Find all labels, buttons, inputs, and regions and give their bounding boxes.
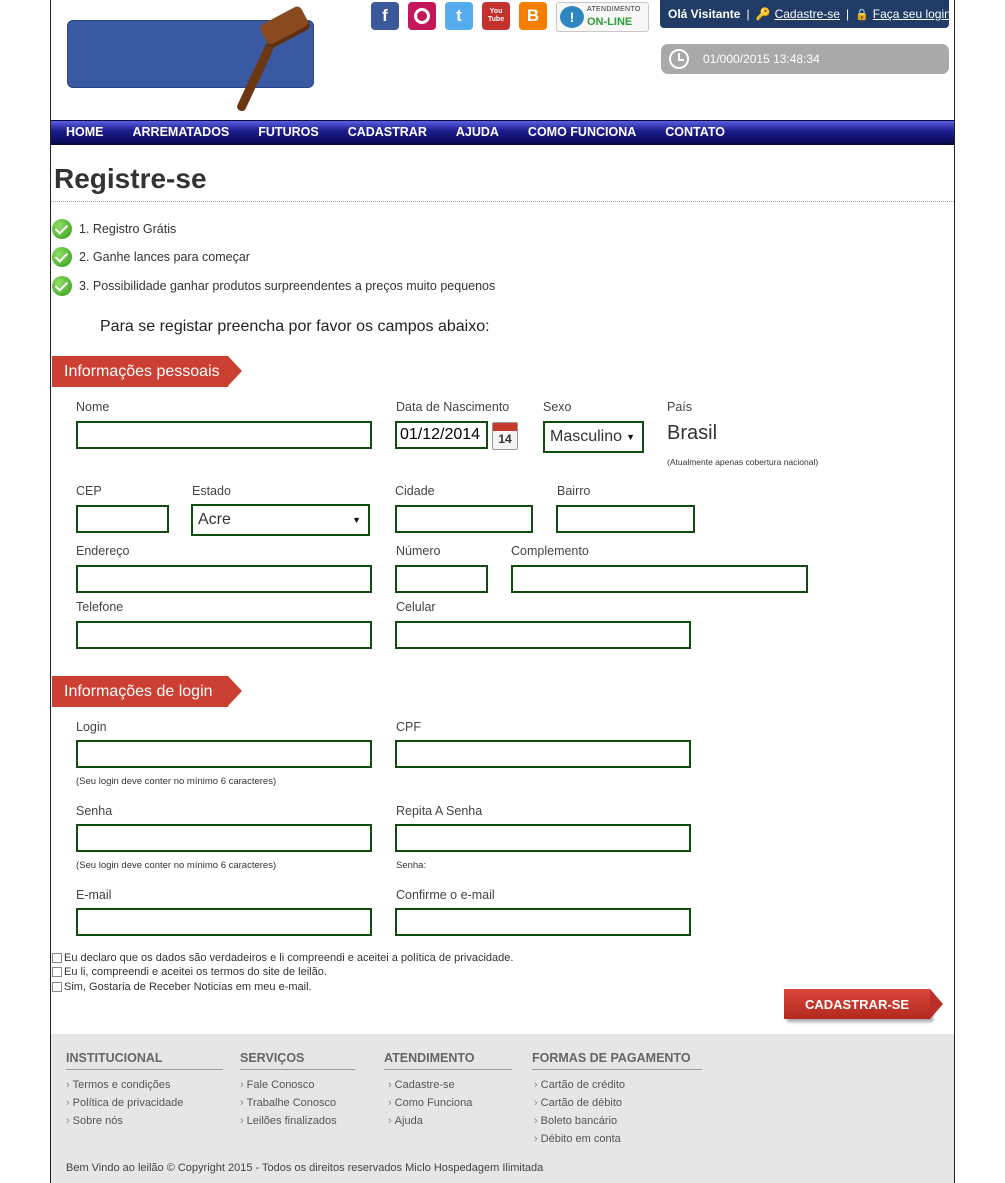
footer-link[interactable]: › Ajuda (388, 1115, 423, 1127)
newsletter-checkbox-label: Sim, Gostaria de Receber Noticias em meu e-mail. (64, 981, 312, 993)
nav-arrematados[interactable]: ARREMATADOS (132, 125, 230, 139)
footer-link[interactable]: › Política de privacidade (66, 1097, 183, 1109)
login-link[interactable]: Faça seu login (872, 7, 951, 21)
sexo-label: Sexo (543, 400, 572, 414)
nav-contato[interactable]: CONTATO (665, 125, 725, 139)
calendar-icon[interactable] (492, 422, 518, 450)
senha-note: (Seu login deve conter no mínimo 6 caracteres) (76, 860, 277, 871)
online-label: ON-LINE (587, 16, 633, 28)
footer-link[interactable]: › Trabalhe Conosco (240, 1097, 336, 1109)
section-header-personal: Informações pessoais (52, 356, 228, 387)
login-note: (Seu login deve conter no mínimo 6 caracteres) (76, 776, 277, 787)
key-icon: 🔑 (755, 7, 771, 21)
email-input[interactable] (76, 908, 372, 936)
terms-checkbox-row (52, 966, 327, 978)
step-item (52, 275, 495, 297)
repita-senha-label: Repita A Senha (396, 804, 483, 818)
cep-label: CEP (76, 484, 102, 498)
footer-link[interactable]: › Leilões finalizados (240, 1115, 337, 1127)
senha-label: Senha (76, 804, 113, 818)
login-label: Login (76, 720, 107, 734)
youtube-icon[interactable]: You Tube (482, 2, 510, 30)
endereco-input[interactable] (76, 565, 372, 593)
clock-bar (661, 44, 949, 74)
footer-link[interactable]: › Cartão de débito (534, 1097, 622, 1109)
complemento-input[interactable] (511, 565, 808, 593)
senha-input[interactable] (76, 824, 372, 852)
footer-title-servicos: SERVIÇOS (240, 1051, 355, 1070)
cidade-input[interactable] (395, 505, 533, 533)
main-nav (51, 120, 954, 145)
pais-value: Brasil (667, 422, 718, 444)
nome-label: Nome (76, 400, 110, 414)
facebook-icon[interactable]: f (371, 2, 399, 30)
signup-link[interactable]: Cadastre-se (774, 7, 840, 21)
privacy-checkbox-row (52, 952, 513, 964)
celular-input[interactable] (395, 621, 691, 649)
step-text: 1. Registro Grátis (79, 222, 177, 236)
step-item (52, 218, 176, 240)
separator: | (845, 7, 850, 21)
chat-bubble-icon: ! (560, 6, 584, 28)
footer-link[interactable]: › Boleto bancário (534, 1115, 617, 1127)
numero-label: Número (396, 544, 441, 558)
atendimento-label: ATENDIMENTO (587, 6, 641, 13)
footer-title-atendimento: ATENDIMENTO (384, 1051, 512, 1070)
greeting: Olá Visitante (668, 7, 741, 21)
footer-link[interactable]: › Fale Conosco (240, 1079, 315, 1091)
checkmark-icon (52, 276, 72, 296)
clock-icon (669, 49, 689, 69)
estado-label: Estado (192, 484, 231, 498)
bairro-input[interactable] (556, 505, 695, 533)
footer-title-institucional: INSTITUCIONAL (66, 1051, 223, 1070)
cpf-input[interactable] (395, 740, 691, 768)
nav-ajuda[interactable]: AJUDA (455, 125, 499, 139)
estado-value: Acre (198, 511, 231, 528)
checkmark-icon (52, 247, 72, 267)
telefone-label: Telefone (76, 600, 124, 614)
confirm-email-input[interactable] (395, 908, 691, 936)
repita-senha-input[interactable] (395, 824, 691, 852)
numero-input[interactable] (395, 565, 488, 593)
step-text: 3. Possibilidade ganhar produtos surpreendentes a preços muito pequenos (79, 279, 496, 293)
email-label: E-mail (76, 888, 112, 902)
nascimento-input[interactable] (395, 421, 488, 449)
telefone-input[interactable] (76, 621, 372, 649)
footer-link[interactable]: › Sobre nós (66, 1115, 123, 1127)
nome-input[interactable] (76, 421, 372, 449)
bairro-label: Bairro (557, 484, 591, 498)
page-title: Registre-se (54, 163, 207, 194)
footer-link[interactable]: › Termos e condições (66, 1079, 171, 1091)
twitter-icon[interactable]: t (445, 2, 473, 30)
cadastrar-button[interactable]: CADASTRAR-SE (784, 989, 930, 1019)
cidade-label: Cidade (395, 484, 435, 498)
sexo-select[interactable] (543, 421, 644, 453)
footer-link[interactable]: › Débito em conta (534, 1133, 621, 1145)
complemento-label: Complemento (511, 544, 589, 558)
nav-home[interactable]: HOME (66, 125, 104, 139)
footer-link[interactable]: › Cartão de crédito (534, 1079, 625, 1091)
pais-label: País (667, 400, 693, 414)
repita-senha-note: Senha: (396, 860, 427, 871)
nav-futuros[interactable]: FUTUROS (258, 125, 319, 139)
copyright-text: Bem Vindo ao leilão © Copyright 2015 - Todos os direitos reservados Miclo Hospedagem Ilimitada (66, 1162, 544, 1174)
privacy-checkbox[interactable] (52, 953, 62, 963)
pais-note: (Atualmente apenas cobertura nacional) (667, 457, 819, 467)
atendimento-online-button[interactable] (556, 2, 649, 32)
nav-cadastrar[interactable]: CADASTRAR (347, 125, 427, 139)
newsletter-checkbox[interactable] (52, 982, 62, 992)
confirm-email-label: Confirme o e-mail (396, 888, 495, 902)
cpf-label: CPF (396, 720, 421, 734)
section-header-login: Informações de login (52, 676, 228, 707)
endereco-label: Endereço (76, 544, 130, 558)
celular-label: Celular (396, 600, 436, 614)
checkmark-icon (52, 219, 72, 239)
terms-checkbox[interactable] (52, 967, 62, 977)
step-item (52, 246, 250, 268)
calendar-day: 14 (498, 432, 512, 446)
user-bar (660, 0, 949, 28)
chevron-down-icon: ▼ (626, 432, 635, 442)
nascimento-label: Data de Nascimento (396, 400, 510, 414)
cep-input[interactable] (76, 505, 169, 533)
login-input[interactable] (76, 740, 372, 768)
newsletter-checkbox-row (52, 981, 312, 993)
separator: | (746, 7, 750, 21)
datetime: 01/000/2015 13:48:34 (703, 52, 820, 66)
footer-link[interactable]: › Como Funciona (388, 1097, 472, 1109)
sexo-value: Masculino (550, 428, 623, 445)
orkut-icon[interactable] (408, 2, 436, 30)
nav-como-funciona[interactable]: COMO FUNCIONA (527, 125, 637, 139)
terms-checkbox-label: Eu li, compreendi e aceitei os termos do site de leilão. (64, 966, 327, 978)
lock-icon: 🔒 (855, 8, 869, 21)
divider (51, 201, 954, 202)
step-text: 2. Ganhe lances para começar (79, 250, 250, 264)
footer-link[interactable]: › Cadastre-se (388, 1079, 455, 1091)
intro-text: Para se registar preencha por favor os campos abaixo: (100, 318, 490, 335)
privacy-checkbox-label: Eu declaro que os dados são verdadeiros e li compreendi e aceitei a política de privacidade. (64, 952, 514, 964)
chevron-down-icon: ▼ (352, 515, 361, 525)
estado-select[interactable] (191, 504, 370, 536)
footer-title-pagamento: FORMAS DE PAGAMENTO (532, 1051, 702, 1070)
blogger-icon[interactable]: B (519, 2, 547, 30)
